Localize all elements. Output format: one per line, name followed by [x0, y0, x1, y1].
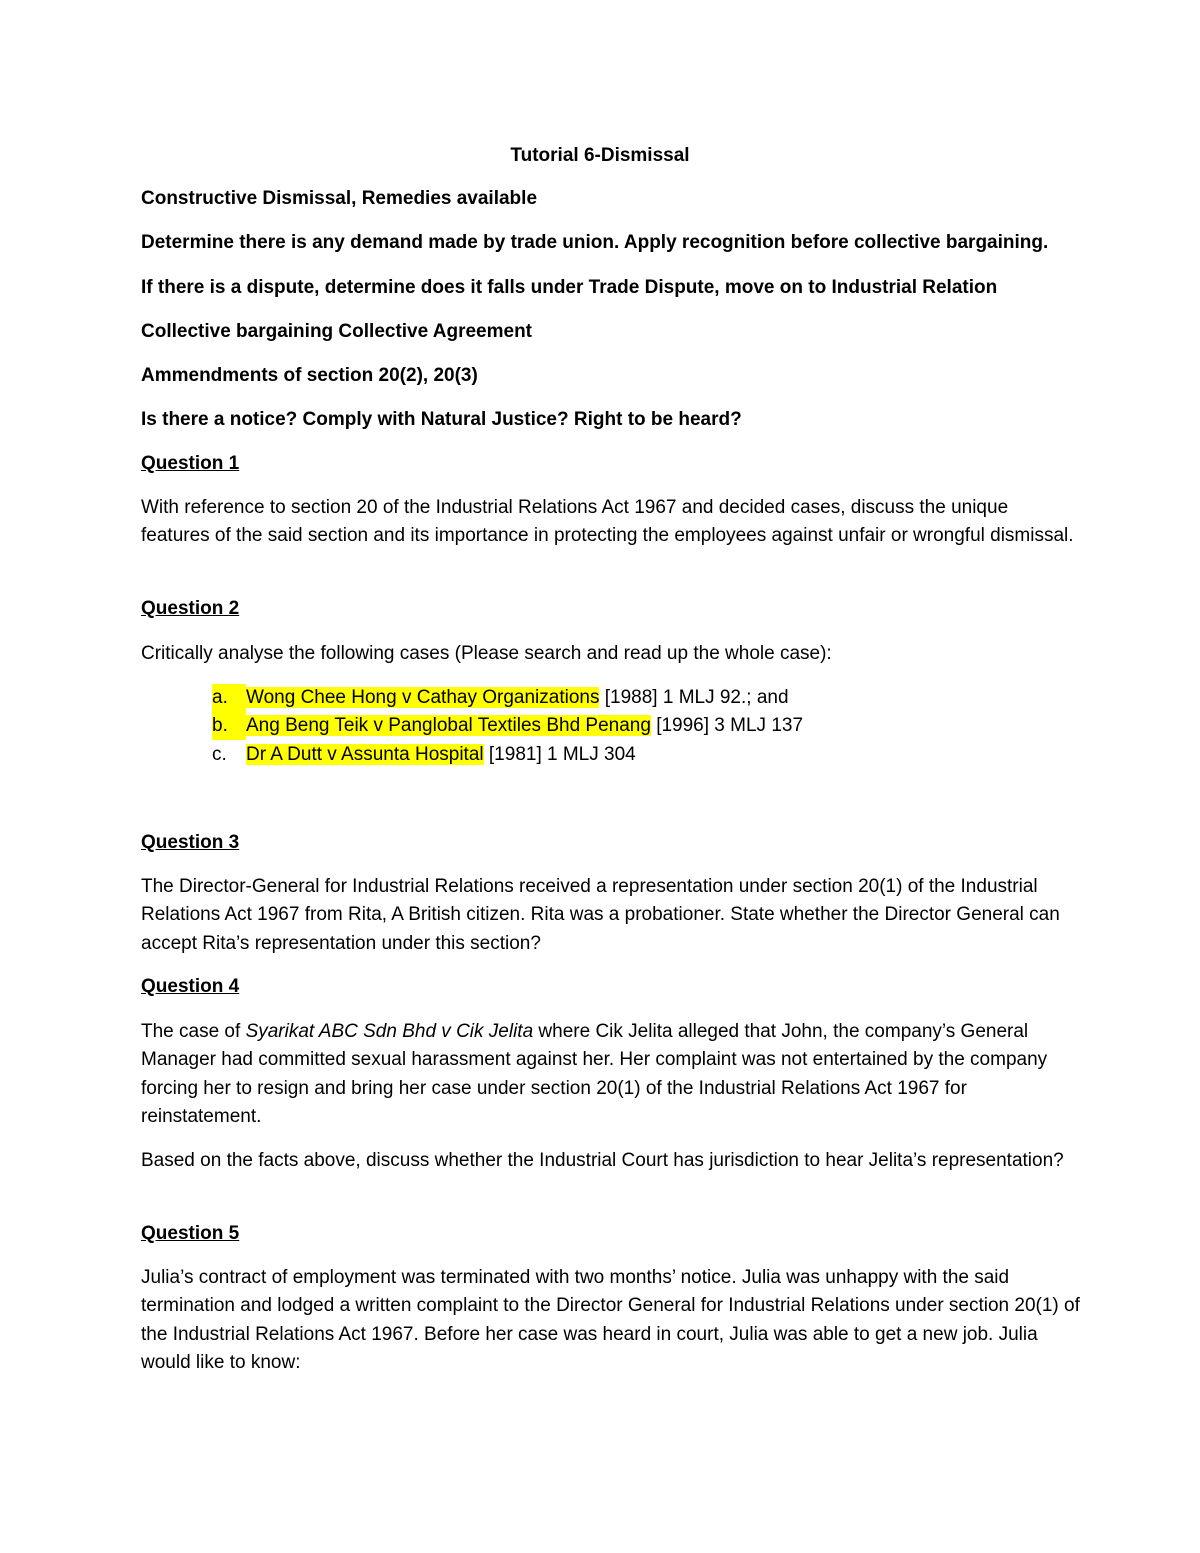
- case-list-item: [212, 741, 636, 769]
- case-list-item: [212, 684, 789, 712]
- document-title: Tutorial 6-Dismissal: [510, 145, 690, 166]
- question-2-intro: Critically analyse the following cases (Please search and read up the whole case):: [141, 643, 832, 664]
- case-name: Wong Chee Hong v Cathay Organizations: [246, 687, 600, 708]
- question-1-heading: Question 1: [141, 453, 240, 474]
- note-natural-justice: Is there a notice? Comply with Natural Justice? Right to be heard?: [141, 409, 742, 430]
- note-amendments: Ammendments of section 20(2), 20(3): [141, 365, 478, 386]
- case-citation: [1988] 1 MLJ 92.; and: [599, 687, 789, 708]
- note-constructive-dismissal: Constructive Dismissal, Remedies available: [141, 188, 538, 209]
- question-4-body-prefix: The case of: [141, 1021, 246, 1042]
- list-marker: c.: [212, 744, 227, 765]
- case-name: Dr A Dutt v Assunta Hospital: [246, 744, 484, 765]
- question-4-heading: Question 4: [141, 976, 240, 997]
- case-citation: [1981] 1 MLJ 304: [483, 744, 636, 765]
- question-1-body: With reference to section 20 of the Industrial Relations Act 1967 and decided cases, discuss the unique features of the said section and its importance in protecting the employees against unfair or wrongful dismissal.: [141, 497, 1074, 547]
- question-4-body-2: Based on the facts above, discuss whether the Industrial Court has jurisdiction to hear Jelita’s representation?: [141, 1150, 1064, 1171]
- case-name: Ang Beng Teik v Panglobal Textiles Bhd Penang: [246, 715, 651, 736]
- question-3-heading: Question 3: [141, 832, 240, 853]
- case-citation: [1996] 3 MLJ 137: [650, 715, 804, 736]
- list-marker: a.: [212, 684, 246, 712]
- note-trade-union-demand: Determine there is any demand made by trade union. Apply recognition before collective bargaining.: [141, 232, 1049, 253]
- question-2-heading: Question 2: [141, 598, 240, 619]
- question-3-body: The Director-General for Industrial Relations received a representation under section 20(1) of the Industrial Relations Act 1967 from Rita, A British citizen. Rita was a probationer. State whether the Director General can accept Rita’s representation under this section?: [141, 876, 1060, 954]
- note-trade-dispute: If there is a dispute, determine does it falls under Trade Dispute, move on to Industrial Relation: [141, 277, 998, 298]
- list-marker: b.: [212, 712, 246, 740]
- question-5-body: Julia’s contract of employment was terminated with two months’ notice. Julia was unhappy with the said termination and lodged a written complaint to the Director General for Industrial Relations under section 20(1) of the Industrial Relations Act 1967. Before her case was heard in court, Julia was able to get a new job. Julia would like to know:: [141, 1267, 1080, 1374]
- question-4-body: [141, 1018, 1081, 1132]
- question-4-body-rest: where Cik Jelita alleged that John, the company’s General Manager had committed sexual harassment against her. Her complaint was not entertained by the company forcing her to resign and bring her case under section 20(1) of the Industrial Relations Act 1967 for reinstatement.: [141, 1021, 1048, 1128]
- question-5-heading: Question 5: [141, 1223, 240, 1244]
- question-4-case-name: Syarikat ABC Sdn Bhd v Cik Jelita: [245, 1021, 534, 1042]
- note-collective-bargaining: Collective bargaining Collective Agreement: [141, 321, 533, 342]
- case-list-item: [212, 712, 803, 740]
